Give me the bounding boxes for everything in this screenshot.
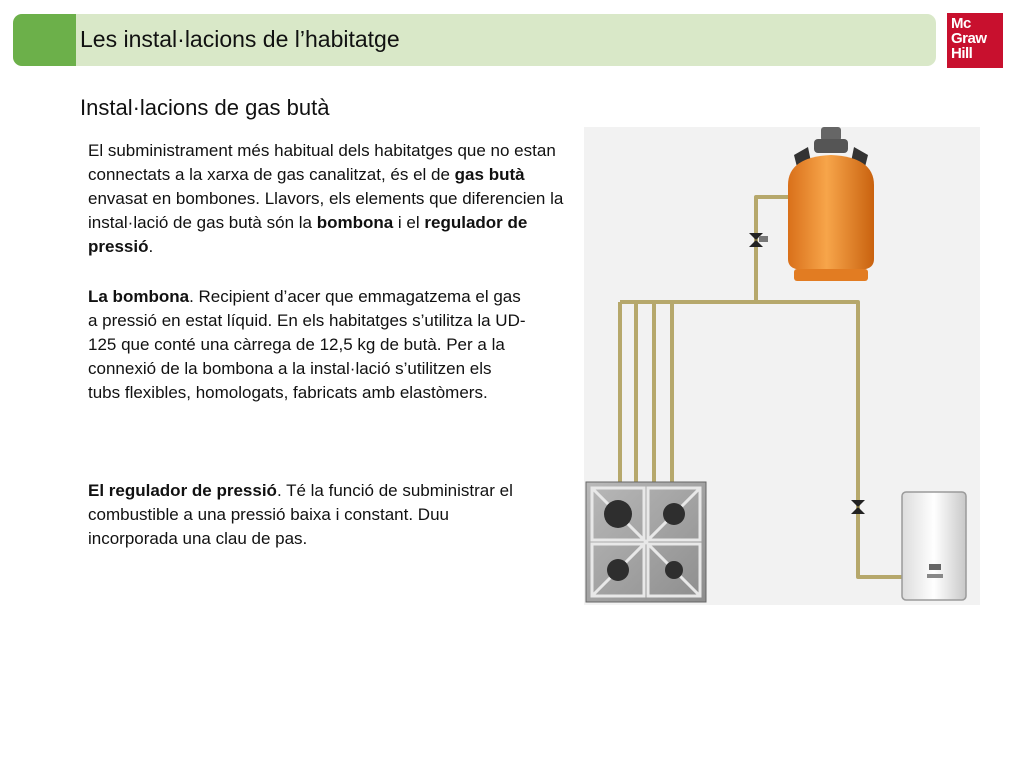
bombona-term: La bombona	[88, 287, 190, 306]
header-bar	[13, 14, 936, 66]
gas-installation-diagram	[584, 127, 980, 605]
burner-tiny	[665, 561, 683, 579]
regulador-term: El regulador de pressió	[88, 481, 277, 500]
intro-text-1: El subministrament més habitual dels habitatges que no estan connectats a la xarxa de gas canalitzat, és el de	[88, 141, 556, 184]
bombona-paragraph	[88, 285, 528, 405]
water-heater	[902, 492, 966, 600]
gas-hob	[586, 482, 706, 602]
regulador-paragraph	[88, 479, 538, 551]
page-title: Les instal·lacions de l’habitatge	[80, 26, 400, 52]
logo-line-2: Graw	[951, 30, 987, 47]
intro-bold-gas-buta: gas butà	[454, 165, 525, 184]
intro-bold-bombona: bombona	[316, 213, 394, 232]
intro-text-4: .	[148, 237, 154, 256]
logo-line-1: Mc	[951, 15, 971, 32]
section-title: Instal·lacions de gas butà	[80, 95, 330, 120]
intro-bold-regulador: regulador de pressió	[88, 213, 528, 256]
bombona-text: . Recipient d’acer que emmagatzema el gas a pressió en estat líquid. En els habitatges s’utilitza la UD-125 que conté una càrrega de 12,5 kg de butà. Per a la connexió de la bombona a la instal·lació s’utilitzen els tubs flexibles, homologats, fabricats amb elastòmers.	[88, 287, 526, 402]
header-accent	[13, 14, 76, 66]
burner-large	[604, 500, 632, 528]
mcgraw-hill-logo	[947, 13, 1003, 68]
regulador-text: . Té la funció de subministrar el combustible a una pressió baixa i constant. Duu incorporada una clau de pas.	[88, 481, 513, 548]
burner-small	[607, 559, 629, 581]
burner-medium	[663, 503, 685, 525]
logo-line-3: Hill	[951, 45, 973, 62]
intro-text-3: i el	[393, 213, 425, 232]
intro-text-2: envasat en bombones. Llavors, els elements que diferencien la instal·lació de gas butà són la	[88, 189, 564, 232]
intro-paragraph	[88, 139, 578, 259]
